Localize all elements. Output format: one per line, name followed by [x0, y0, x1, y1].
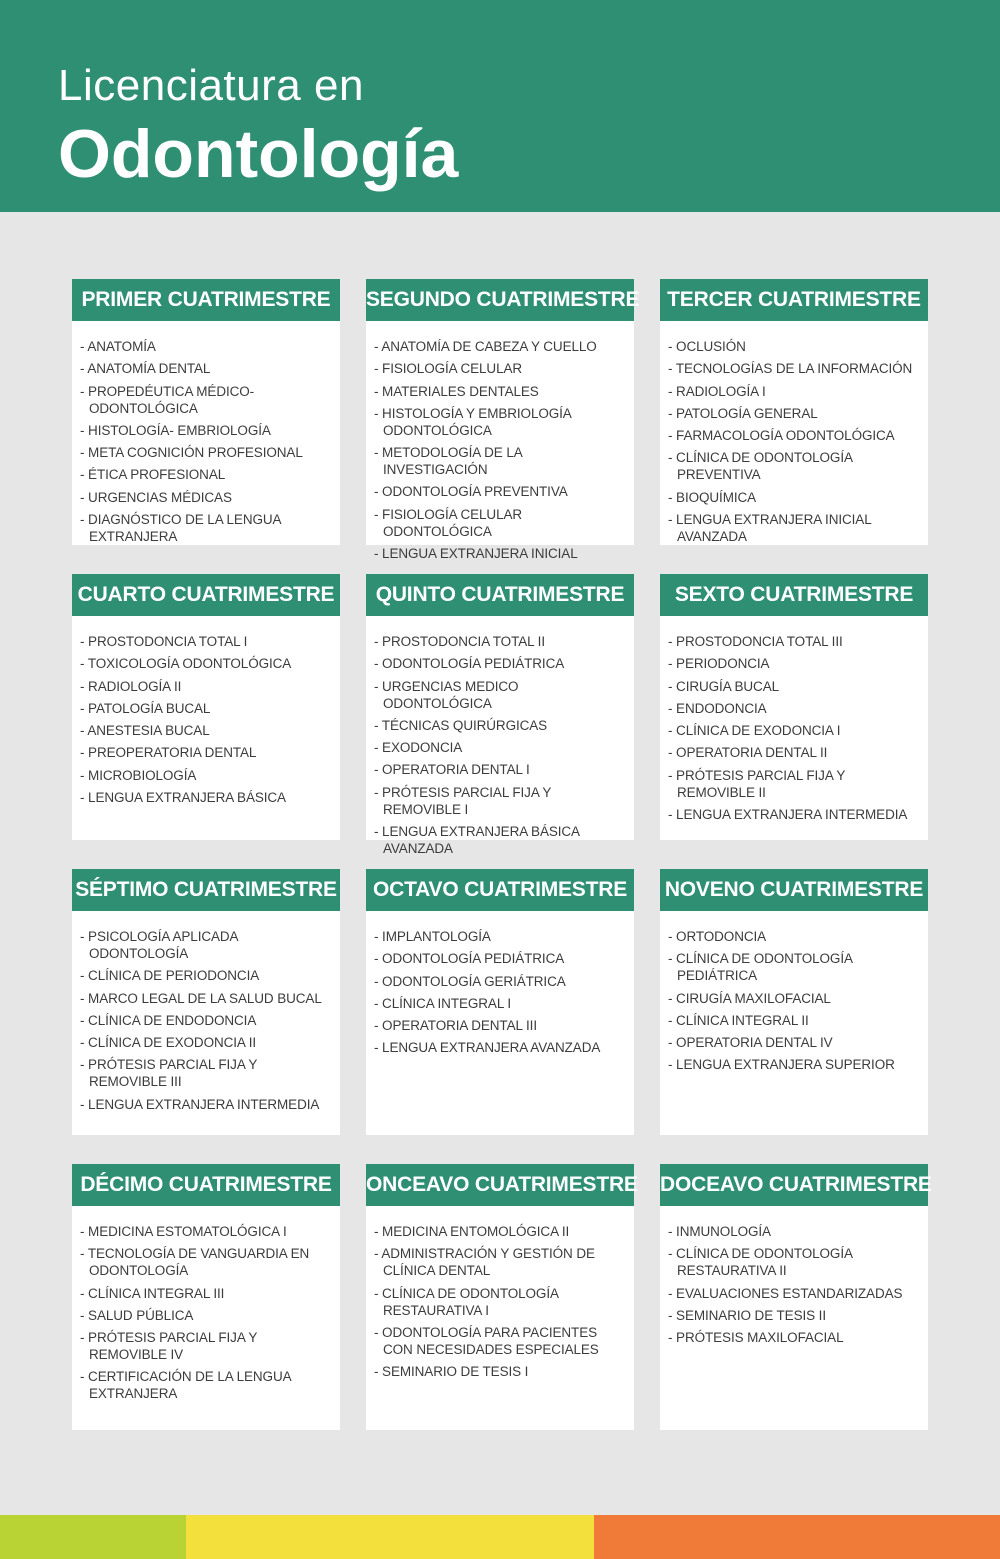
subject-item: - SEMINARIO DE TESIS II: [668, 1307, 922, 1324]
subject-item: - OCLUSIÓN: [668, 338, 922, 355]
footer-bar-yellow: [186, 1515, 594, 1559]
subject-item: - ORTODONCIA: [668, 928, 922, 945]
subject-item: - OPERATORIA DENTAL IV: [668, 1034, 922, 1051]
subject-list: [366, 616, 634, 857]
subject-item: - TECNOLOGÍAS DE LA INFORMACIÓN: [668, 360, 922, 377]
subject-item: - EXODONCIA: [374, 739, 628, 756]
subject-item: - MICROBIOLOGÍA: [80, 767, 334, 784]
subject-item: - ODONTOLOGÍA PEDIÁTRICA: [374, 655, 628, 672]
subject-item: - RADIOLOGÍA II: [80, 678, 334, 695]
subject-item: - MEDICINA ENTOMOLÓGICA II: [374, 1223, 628, 1240]
subject-list: [660, 321, 928, 545]
subject-item: - CERTIFICACIÓN DE LA LENGUA EXTRANJERA: [80, 1368, 334, 1402]
subject-item: - PATOLOGÍA BUCAL: [80, 700, 334, 717]
subject-item: - TOXICOLOGÍA ODONTOLÓGICA: [80, 655, 334, 672]
semester-card: [72, 869, 340, 1135]
subject-item: - PROSTODONCIA TOTAL III: [668, 633, 922, 650]
subject-item: - BIOQUÍMICA: [668, 489, 922, 506]
subject-item: - PROSTODONCIA TOTAL II: [374, 633, 628, 650]
semester-card: [660, 869, 928, 1135]
subject-item: - ODONTOLOGÍA PEDIÁTRICA: [374, 950, 628, 967]
program-subtitle: Licenciatura en: [58, 61, 364, 110]
subject-item: - TÉCNICAS QUIRÚRGICAS: [374, 717, 628, 734]
subject-item: - HISTOLOGÍA Y EMBRIOLOGÍA ODONTOLÓGICA: [374, 405, 628, 439]
subject-item: - HISTOLOGÍA- EMBRIOLOGÍA: [80, 422, 334, 439]
semester-title: DOCEAVO CUATRIMESTRE: [660, 1164, 928, 1206]
semester-title: SEXTO CUATRIMESTRE: [660, 574, 928, 616]
subject-item: - URGENCIAS MÉDICAS: [80, 489, 334, 506]
subject-item: - MARCO LEGAL DE LA SALUD BUCAL: [80, 990, 334, 1007]
subject-item: - LENGUA EXTRANJERA BÁSICA AVANZADA: [374, 823, 628, 857]
subject-item: - LENGUA EXTRANJERA INICIAL AVANZADA: [668, 511, 922, 545]
subject-item: - PROPEDÉUTICA MÉDICO-ODONTOLÓGICA: [80, 383, 334, 417]
semester-card: [366, 869, 634, 1135]
subject-item: - CLÍNICA DE ODONTOLOGÍA PEDIÁTRICA: [668, 950, 922, 984]
subject-item: - MEDICINA ESTOMATOLÓGICA I: [80, 1223, 334, 1240]
subject-item: - TECNOLOGÍA DE VANGUARDIA EN ODONTOLOGÍA: [80, 1245, 334, 1279]
subject-list: [660, 1206, 928, 1346]
subject-item: - PRÓTESIS PARCIAL FIJA Y REMOVIBLE I: [374, 784, 628, 818]
subject-item: - ODONTOLOGÍA PREVENTIVA: [374, 483, 628, 500]
program-title: Odontología: [58, 116, 459, 192]
semester-card: [660, 574, 928, 840]
subject-list: [366, 321, 634, 562]
subject-item: - SEMINARIO DE TESIS I: [374, 1363, 628, 1380]
semester-title: OCTAVO CUATRIMESTRE: [366, 869, 634, 911]
semester-title: PRIMER CUATRIMESTRE: [72, 279, 340, 321]
subject-list: [366, 1206, 634, 1380]
subject-item: - PROSTODONCIA TOTAL I: [80, 633, 334, 650]
semester-title: ONCEAVO CUATRIMESTRE: [366, 1164, 634, 1206]
semester-card: [72, 279, 340, 545]
subject-item: - PRÓTESIS MAXILOFACIAL: [668, 1329, 922, 1346]
subject-item: - PRÓTESIS PARCIAL FIJA Y REMOVIBLE IV: [80, 1329, 334, 1363]
subject-item: - CLÍNICA DE ENDODONCIA: [80, 1012, 334, 1029]
subject-item: - ADMINISTRACIÓN Y GESTIÓN DE CLÍNICA DENTAL: [374, 1245, 628, 1279]
subject-item: - MATERIALES DENTALES: [374, 383, 628, 400]
subject-item: - INMUNOLOGÍA: [668, 1223, 922, 1240]
subject-item: - CLÍNICA DE ODONTOLOGÍA RESTAURATIVA II: [668, 1245, 922, 1279]
subject-list: [72, 1206, 340, 1402]
footer-color-bar: [0, 1515, 1000, 1559]
semester-card: [660, 1164, 932, 1430]
subject-item: - LENGUA EXTRANJERA INICIAL: [374, 545, 628, 562]
semester-title: TERCER CUATRIMESTRE: [660, 279, 928, 321]
subject-item: - FISIOLOGÍA CELULAR ODONTOLÓGICA: [374, 506, 628, 540]
subject-item: - METODOLOGÍA DE LA INVESTIGACIÓN: [374, 444, 628, 478]
subject-item: - CLÍNICA DE EXODONCIA II: [80, 1034, 334, 1051]
subject-item: - ANATOMÍA: [80, 338, 334, 355]
subject-item: - RADIOLOGÍA I: [668, 383, 922, 400]
subject-item: - PRÓTESIS PARCIAL FIJA Y REMOVIBLE III: [80, 1056, 334, 1090]
subject-item: - LENGUA EXTRANJERA AVANZADA: [374, 1039, 628, 1056]
subject-item: - ENDODONCIA: [668, 700, 922, 717]
subject-item: - PREOPERATORIA DENTAL: [80, 744, 334, 761]
semester-grid: [72, 279, 932, 1430]
subject-item: - PATOLOGÍA GENERAL: [668, 405, 922, 422]
subject-item: - CIRUGÍA BUCAL: [668, 678, 922, 695]
subject-item: - ÉTICA PROFESIONAL: [80, 466, 334, 483]
subject-item: - EVALUACIONES ESTANDARIZADAS: [668, 1285, 922, 1302]
subject-item: - CLÍNICA DE PERIODONCIA: [80, 967, 334, 984]
footer-bar-green: [0, 1515, 186, 1559]
semester-card: [366, 574, 634, 857]
subject-item: - FARMACOLOGÍA ODONTOLÓGICA: [668, 427, 922, 444]
subject-item: - URGENCIAS MEDICO ODONTOLÓGICA: [374, 678, 628, 712]
subject-item: - ANESTESIA BUCAL: [80, 722, 334, 739]
semester-card: [366, 279, 640, 562]
subject-item: - LENGUA EXTRANJERA SUPERIOR: [668, 1056, 922, 1073]
subject-list: [660, 911, 928, 1073]
semester-card: [660, 279, 928, 545]
subject-item: - PERIODONCIA: [668, 655, 922, 672]
subject-list: [72, 616, 340, 806]
footer-bar-orange: [594, 1515, 1000, 1559]
subject-item: - OPERATORIA DENTAL II: [668, 744, 922, 761]
subject-item: - FISIOLOGÍA CELULAR: [374, 360, 628, 377]
subject-item: - SALUD PÚBLICA: [80, 1307, 334, 1324]
subject-item: - ODONTOLOGÍA PARA PACIENTES CON NECESIDADES ESPECIALES: [374, 1324, 628, 1358]
subject-list: [72, 911, 340, 1113]
subject-item: - ANATOMÍA DENTAL: [80, 360, 334, 377]
semester-card: [72, 574, 340, 840]
subject-item: - IMPLANTOLOGÍA: [374, 928, 628, 945]
semester-title: NOVENO CUATRIMESTRE: [660, 869, 928, 911]
subject-item: - OPERATORIA DENTAL III: [374, 1017, 628, 1034]
subject-item: - PSICOLOGÍA APLICADA ODONTOLOGÍA: [80, 928, 334, 962]
subject-item: - CLÍNICA INTEGRAL I: [374, 995, 628, 1012]
semester-title: SEGUNDO CUATRIMESTRE: [366, 279, 634, 321]
subject-item: - CLÍNICA DE EXODONCIA I: [668, 722, 922, 739]
subject-item: - CLÍNICA INTEGRAL II: [668, 1012, 922, 1029]
semester-title: CUARTO CUATRIMESTRE: [72, 574, 340, 616]
semester-title: QUINTO CUATRIMESTRE: [366, 574, 634, 616]
subject-item: - ODONTOLOGÍA GERIÁTRICA: [374, 973, 628, 990]
subject-item: - ANATOMÍA DE CABEZA Y CUELLO: [374, 338, 628, 355]
subject-item: - CLÍNICA DE ODONTOLOGÍA RESTAURATIVA I: [374, 1285, 628, 1319]
subject-item: - DIAGNÓSTICO DE LA LENGUA EXTRANJERA: [80, 511, 334, 545]
subject-item: - LENGUA EXTRANJERA BÁSICA: [80, 789, 334, 806]
semester-title: SÉPTIMO CUATRIMESTRE: [72, 869, 340, 911]
subject-list: [366, 911, 634, 1056]
subject-item: - LENGUA EXTRANJERA INTERMEDIA: [80, 1096, 334, 1113]
semester-card: [72, 1164, 340, 1430]
subject-item: - OPERATORIA DENTAL I: [374, 761, 628, 778]
semester-card: [366, 1164, 638, 1430]
subject-list: [660, 616, 928, 823]
subject-item: - LENGUA EXTRANJERA INTERMEDIA: [668, 806, 922, 823]
header-banner: [0, 0, 1000, 212]
subject-list: [72, 321, 340, 545]
subject-item: - CLÍNICA DE ODONTOLOGÍA PREVENTIVA: [668, 449, 922, 483]
subject-item: - META COGNICIÓN PROFESIONAL: [80, 444, 334, 461]
semester-title: DÉCIMO CUATRIMESTRE: [72, 1164, 340, 1206]
subject-item: - PRÓTESIS PARCIAL FIJA Y REMOVIBLE II: [668, 767, 922, 801]
subject-item: - CLÍNICA INTEGRAL III: [80, 1285, 334, 1302]
subject-item: - CIRUGÍA MAXILOFACIAL: [668, 990, 922, 1007]
